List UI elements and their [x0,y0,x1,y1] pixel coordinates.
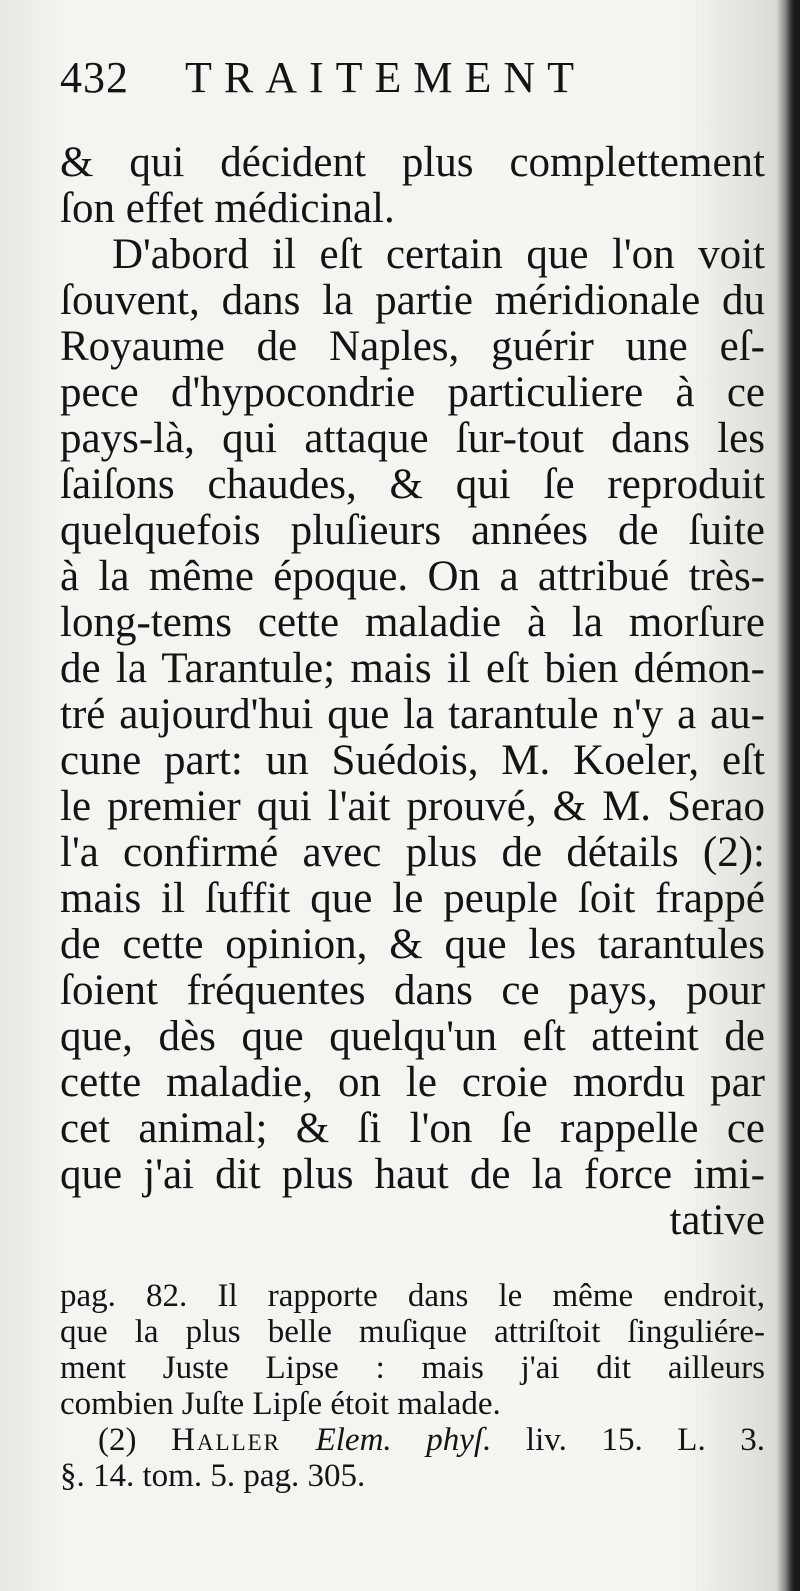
text-line: mais il ſuffit que le peuple ſoit frappé [60,875,765,922]
text-line: quelquefois pluſieurs années de ſuite [60,507,765,554]
text-line: ſouvent, dans la partie méridionale du [60,277,765,324]
footnote-ref-cont: §. 14. tom. 5. pag. 305. [60,1458,366,1494]
text-line: le premier qui l'ait prouvé, & M. Serao [60,783,765,830]
note-line: pag. 82. Il rapporte dans le même endroit, [60,1278,765,1314]
text-line: ſoient fréquentes dans ce pays, pour [60,967,765,1014]
main-text [60,140,765,1244]
text-line: long-tems cette maladie à la morſure [60,599,765,646]
text-line: que, dès que quelqu'un eſt atteint de [60,1013,765,1060]
text-line: de cette opinion, & que les tarantules [60,921,765,968]
note-line: ment Juste Lipse : mais j'ai dit ailleurs [60,1350,765,1386]
text-line: cette maladie, on le croie mordu par [60,1059,765,1106]
text-line: Royaume de Naples, guérir une eſ- [60,323,765,370]
text-line: de la Tarantule; mais il eſt bien démon- [60,645,765,692]
text-line: à la même époque. On a attribué très- [60,553,765,600]
note-line: combien Juſte Lipſe étoit malade. [60,1386,501,1422]
text-line: cet animal; & ſi l'on ſe rappelle ce [60,1105,765,1152]
catchword: tative [669,1197,765,1244]
footnote-ref: liv. 15. L. 3. [525,1422,766,1458]
text-line: tré aujourd'hui que la tarantule n'y a au- [60,691,765,738]
footnote-work: Elem. phyſ. [315,1422,492,1458]
footnote-marker: (2) [98,1422,137,1458]
text-line: que j'ai dit plus haut de la force imi- [60,1151,765,1198]
running-title: TRAITEMENT [185,53,587,102]
footnotes [60,1278,765,1494]
text-line: D'abord il eſt certain que l'on voit [112,231,765,278]
text-line: cune part: un Suédois, M. Koeler, eſt [60,737,765,784]
footnote-2 [60,1422,765,1458]
text-line: pays-là, qui attaque ſur-tout dans les [60,415,765,462]
page-number: 432 [60,53,129,102]
text-line: & qui décident plus complettement [60,139,765,186]
page-gutter-shadow [786,0,800,1591]
text-line: ſon effet médicinal. [60,185,395,232]
text-line: ſaiſons chaudes, & qui ſe reproduit [60,461,765,508]
text-line: pece d'hypocondrie particuliere à ce [60,369,765,416]
footnote-author: Haller [171,1422,282,1458]
text-line: l'a confirmé avec plus de détails (2): [60,829,765,876]
note-line: que la plus belle muſique attriſtoit ſinguliére- [60,1314,765,1350]
page-header [60,52,660,112]
